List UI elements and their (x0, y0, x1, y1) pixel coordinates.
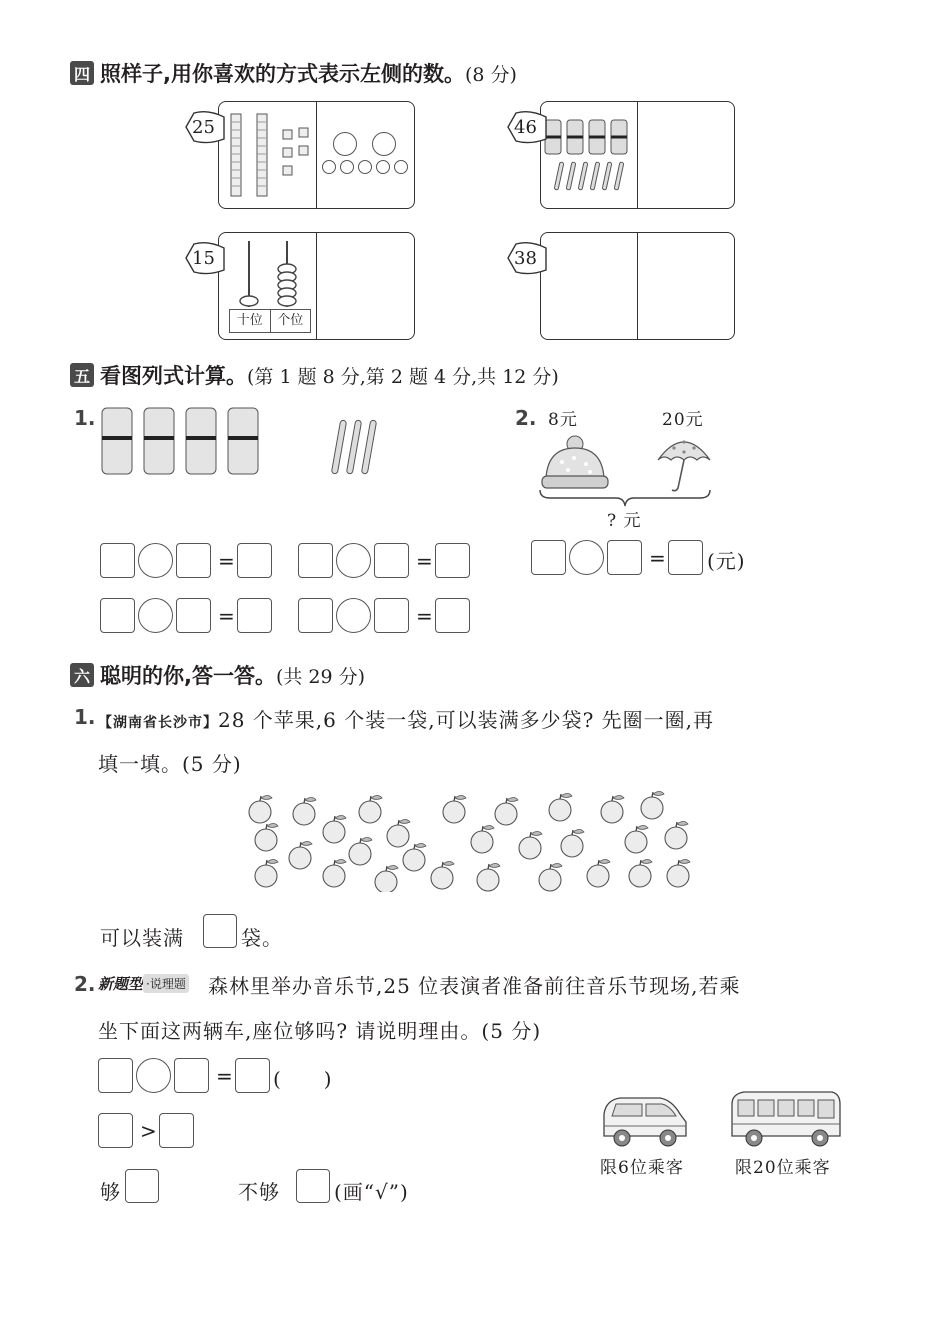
operator-circle[interactable] (569, 540, 604, 575)
four-stick-bundles-illustration (98, 404, 278, 480)
q6-1-text-2: 填一填。(5 分) (98, 752, 242, 776)
unit-parentheses: ( ) (273, 1067, 333, 1091)
answer-box[interactable] (298, 598, 333, 633)
q6-1-answer-suffix: 袋。 (241, 926, 283, 950)
q6-1-answer-prefix: 可以装满 (100, 926, 184, 950)
number-tag-46 (500, 107, 552, 151)
knit-hat-icon (538, 434, 612, 492)
operator-circle[interactable] (136, 1058, 171, 1093)
q6-2-text-1: 森林里举办音乐节,25 位表演者准备前往音乐节现场,若乘 (208, 974, 741, 998)
q6-2-number: 2. (74, 972, 96, 996)
section-4-score: (8 分) (464, 63, 517, 86)
section-4-number: 四 (70, 61, 94, 85)
section-6-score: (共 29 分) (275, 665, 366, 688)
q6-1-number: 1. (74, 705, 96, 729)
one-circle (340, 160, 354, 174)
greater-than-sign: > (140, 1119, 157, 1143)
number-tag-label: 38 (514, 248, 537, 269)
answer-box[interactable] (298, 543, 333, 578)
answer-box[interactable] (98, 1113, 133, 1148)
new-type-label: 新题型 (98, 974, 144, 993)
answer-box[interactable] (237, 543, 272, 578)
section-5-title (70, 360, 559, 390)
abacus-ones-label: 个位 (277, 313, 304, 328)
q6-1-text-1: 28 个苹果,6 个装一袋,可以装满多少袋? 先圈一圈,再 (218, 708, 715, 732)
base-ten-blocks-illustration (223, 110, 311, 200)
one-circle (358, 160, 372, 174)
panel-15 (218, 232, 415, 340)
equals-sign: = (218, 549, 235, 573)
ten-circle (333, 132, 357, 156)
equals-sign: = (218, 604, 235, 628)
section-5-heading: 看图列式计算。 (100, 364, 247, 388)
umbrella-icon (654, 430, 714, 494)
check-hint: (画“√”) (334, 1180, 409, 1204)
q5-2-number: 2. (515, 406, 537, 430)
answer-box[interactable] (607, 540, 642, 575)
operator-circle[interactable] (138, 543, 173, 578)
reasoning-type-label: ·说理题 (143, 974, 189, 993)
new-question-type-badge (98, 970, 189, 996)
number-tag-label: 15 (192, 248, 215, 269)
van-capacity-label: 限6位乘客 (600, 1158, 684, 1178)
section-6-heading: 聪明的你,答一答。 (100, 664, 276, 688)
answer-box[interactable] (174, 1058, 209, 1093)
section-5-score: (第 1 题 8 分,第 2 题 4 分,共 12 分) (247, 365, 559, 388)
one-circle (394, 160, 408, 174)
bus-icon (726, 1086, 844, 1148)
equals-sign: = (416, 604, 433, 628)
q6-2-text-2: 坐下面这两辆车,座位够吗? 请说明理由。(5 分) (98, 1019, 542, 1043)
equals-sign: = (416, 549, 433, 573)
bag-count-box[interactable] (203, 914, 237, 948)
panel-25 (218, 101, 415, 209)
answer-box[interactable] (98, 1058, 133, 1093)
abacus-illustration (227, 239, 311, 311)
abacus-base (229, 309, 311, 333)
one-circle (376, 160, 390, 174)
enough-label: 够 (100, 1180, 121, 1204)
apples-illustration (242, 788, 698, 892)
operator-circle[interactable] (336, 543, 371, 578)
three-sticks-illustration (326, 418, 386, 478)
abacus-tens-label: 十位 (230, 310, 271, 332)
answer-box[interactable] (237, 598, 272, 633)
answer-box[interactable] (100, 543, 135, 578)
number-tag-label: 25 (192, 117, 215, 138)
answer-box[interactable] (374, 598, 409, 633)
hat-price: 8元 (548, 410, 578, 430)
answer-box[interactable] (435, 543, 470, 578)
section-4-heading: 照样子,用你喜欢的方式表示左侧的数。 (100, 62, 465, 86)
number-tag-15 (178, 238, 230, 282)
stick-bundles-illustration (543, 118, 633, 194)
ten-circle (372, 132, 396, 156)
answer-box[interactable] (176, 543, 211, 578)
section-5-number: 五 (70, 363, 94, 387)
panel-38[interactable] (540, 232, 735, 340)
answer-box[interactable] (668, 540, 703, 575)
van-icon (598, 1092, 690, 1148)
number-tag-label: 46 (514, 117, 537, 138)
bus-capacity-label: 限20位乘客 (735, 1158, 831, 1178)
answer-box[interactable] (435, 598, 470, 633)
number-tag-25 (178, 107, 230, 151)
total-unknown-label: ? 元 (607, 511, 642, 531)
answer-box[interactable] (235, 1058, 270, 1093)
answer-box[interactable] (374, 543, 409, 578)
one-circle (322, 160, 336, 174)
unit-yuan: (元) (707, 549, 746, 573)
enough-check-box[interactable] (125, 1169, 159, 1203)
not-enough-label: 不够 (238, 1180, 280, 1204)
answer-box[interactable] (176, 598, 211, 633)
q5-1-number: 1. (74, 406, 96, 430)
operator-circle[interactable] (336, 598, 371, 633)
answer-box[interactable] (100, 598, 135, 633)
panel-46 (540, 101, 735, 209)
number-tag-38 (500, 238, 552, 282)
section-6-title (70, 660, 365, 690)
equals-sign: = (216, 1064, 233, 1088)
q6-1-line1 (98, 704, 714, 733)
region-badge: 【湖南省长沙市】 (98, 715, 218, 731)
equals-sign: = (649, 546, 666, 570)
not-enough-check-box[interactable] (296, 1169, 330, 1203)
section-4-title (70, 58, 517, 88)
operator-circle[interactable] (138, 598, 173, 633)
umbrella-price: 20元 (662, 410, 704, 430)
answer-box[interactable] (531, 540, 566, 575)
section-6-number: 六 (70, 663, 94, 687)
answer-box[interactable] (159, 1113, 194, 1148)
